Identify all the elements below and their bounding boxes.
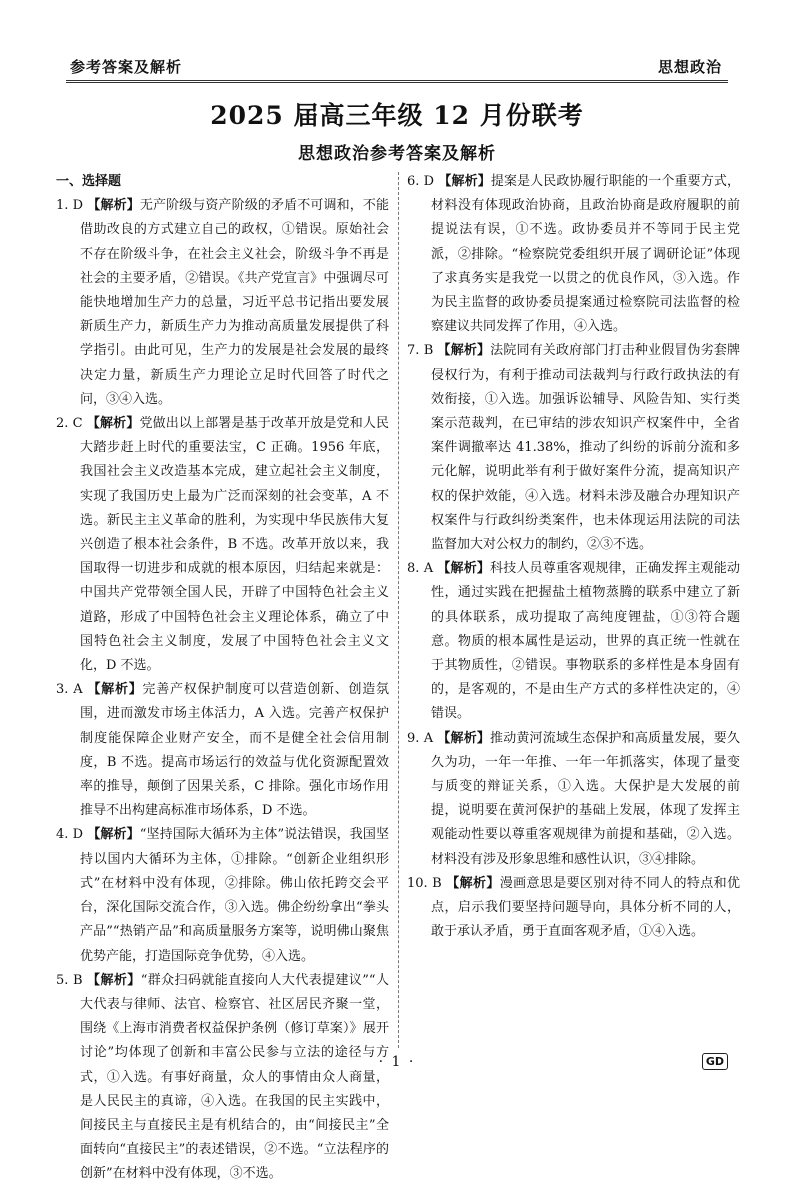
page-number: · 1 · [378,1054,416,1070]
answer-text: 无产阶级与资产阶级的矛盾不可调和，不能借助改良的方式建立自己的政权，①错误。原始社会不存在阶级斗争，在社会主义社会，阶级斗争不再是社会的主要矛盾，②错误。《共产党宣言》中强调尽可能快地增加生产力的总量，习近平总书记指出要发展新质生产力，新质生产力为推动高质量发展提供了科学指引。由此可见，生产力的发展是社会发展的最终决定力量，新质生产力理论立足时代回答了时代之问，③④入选。 [80,198,389,407]
right-column [407,170,740,945]
page-subtitle: 思想政治参考答案及解析 [298,144,496,164]
answer-text: 完善产权保护制度可以营造创新、创造氛围，进而激发市场主体活力，A 入选。完善产权保护制度能保障企业财产安全，而不是健全社会信用制度，B 不选。提高市场运行的效益与优化资源配置效率的推导，颠倒了因果关系，C 排除。强化市场作用推导不出构建高标准市场体系，D 不选。 [80,682,389,819]
answer-text: 漫画意思是要区别对待不同人的特点和优点，启示我们要坚持问题导向，具体分析不同的人，敢于承认矛盾，勇于直面客观矛盾，①④入选。 [431,875,740,940]
analysis-tag: 【解析】 [437,343,491,359]
analysis-tag: 【解析】 [87,682,143,698]
answer-item [407,339,740,557]
answer-number: 10. B [407,875,442,891]
answer-text: 法院同有关政府部门打击种业假冒伪劣套牌侵权行为，有利于推动司法裁判与行政行政执法的有效衔接，①入选。加强诉讼辅导、风险告知、实行类案示范裁判，在已审结的涉农知识产权案件中，全省案件调撤率达 41.38%，推动了纠纷的诉前分流和多元化解，说明此举有利于做好案件分流，提高知识产权的保护效能，④入选。材料未涉及融合办理知识产权案件与行政纠纷类案件，也未体现运用法院的司法监督加大对公权力的制约，②③不选。 [431,343,740,553]
answer-text: 科技人员尊重客观规律，正确发挥主观能动性，通过实践在把握盐土植物蒸腾的联系中建立了新的具体联系，成功提取了高纯度锂盐，①③符合题意。物质的根本属性是运动，世界的真正统一性就在于其物质性，②错误。事物联系的多样性是本身固有的，是客观的，不是由生产方式的多样性决定的，④错误。 [431,561,740,722]
analysis-tag: 【解析】 [86,416,140,432]
section-heading: 一、选择题 [56,174,122,189]
answer-text: 推动黄河流域生态保护和高质量发展，要久久为功，一年一年推、一年一年抓落实，体现了量变与质变的辩证关系，①入选。大保护是大发展的前提，说明要在黄河保护的基础上发展，体现了发挥主观能动性要以尊重客观规律为前提和基础，②入选。材料没有涉及形象思维和感性认识，③④排除。 [431,730,740,867]
page-title: 2025 届高三年级 12 月份联考 [210,101,584,130]
analysis-tag: 【解析】 [437,730,491,746]
answer-item [56,194,389,412]
answer-item [56,969,389,1187]
answer-item [407,557,740,726]
header-left-label: 参考答案及解析 [70,58,183,76]
answer-item [56,678,389,823]
answer-number: 7. B [407,343,434,359]
answer-text: 提案是人民政协履行职能的一个重要方式，材料没有体现政治协商，且政治协商是政府履职的前提说法有误，①不选。政协委员并不等同于民主党派，②排除。“检察院党委组织开展了调研论证”体现了求真务实是我党一以贯之的优良作风，③入选。作为民主监督的政协委员提案通过检察院司法监督的检察建议共同发挥了作用，④入选。 [431,174,740,335]
answer-number: 4. D [56,827,84,843]
answer-text: “群众扫码就能直接向人大代表提建议”“人大代表与律师、法官、检察官、社区居民齐聚一堂，围绕《上海市消费者权益保护条例（修订草案）》展开讨论”均体现了创新和丰富公民参与立法的途径与方式，①入选。有事好商量，众人的事情由众人商量，是人民民主的真谛，④入选。在我国的民主实践中，间接民主与直接民主是有机结合的，由“间接民主”全面转向“直接民主”的表述错误，②不选。“立法程序的创新”在材料中没有体现，③不选。 [80,972,389,1182]
answer-item [56,412,389,678]
answer-item [407,170,740,339]
answer-item [407,727,740,872]
answer-item [56,823,389,968]
answer-item [407,872,740,945]
answer-number: 5. B [56,972,83,988]
answer-number: 1. D [56,198,84,214]
answer-text: “坚持国际大循环为主体”说法错误，我国坚持以国内大循环为主体，①排除。“创新企业组织形式”在材料中没有体现，②排除。佛山依托跨交会平台，深化国际交流合作，③入选。佛企纷纷拿出“拳头产品”“热销产品”和高质量服务方案等，说明佛山聚焦优势产能，打造国际竞争优势，④入选。 [80,827,389,964]
edition-badge: GD [702,1053,728,1070]
analysis-tag: 【解析】 [87,972,141,988]
answer-number: 9. A [407,730,434,746]
answer-text: 党做出以上部署是基于改革开放是党和人民大踏步赶上时代的重要法宝，C 正确。1956 年底，我国社会主义改造基本完成，建立起社会主义制度，实现了我国历史上最为广泛而深刻的社会变革，A 不选。新民主主义革命的胜利，为实现中华民族伟大复兴创造了根本社会条件，B 不选。改革开放以来，我国取得一切进步和成就的根本原因，归结起来就是：中国共产党带领全国人民，开辟了中国特色社会主义道路，形成了中国特色社会主义理论体系，确立了中国特色社会主义制度，发展了中国特色社会主义文化，D 不选。 [80,416,389,674]
answer-number: 8. A [407,561,434,577]
analysis-tag: 【解析】 [87,198,140,214]
answer-number: 3. A [56,682,83,698]
left-column [56,170,389,1187]
header-subject-label: 思想政治 [657,58,722,76]
page-header [66,50,728,83]
analysis-tag: 【解析】 [446,875,500,891]
analysis-tag: 【解析】 [438,174,491,189]
analysis-tag: 【解析】 [87,827,140,843]
answer-number: 2. C [56,416,83,432]
column-divider [398,172,399,1048]
analysis-tag: 【解析】 [437,561,491,577]
answer-number: 6. D [407,174,435,189]
